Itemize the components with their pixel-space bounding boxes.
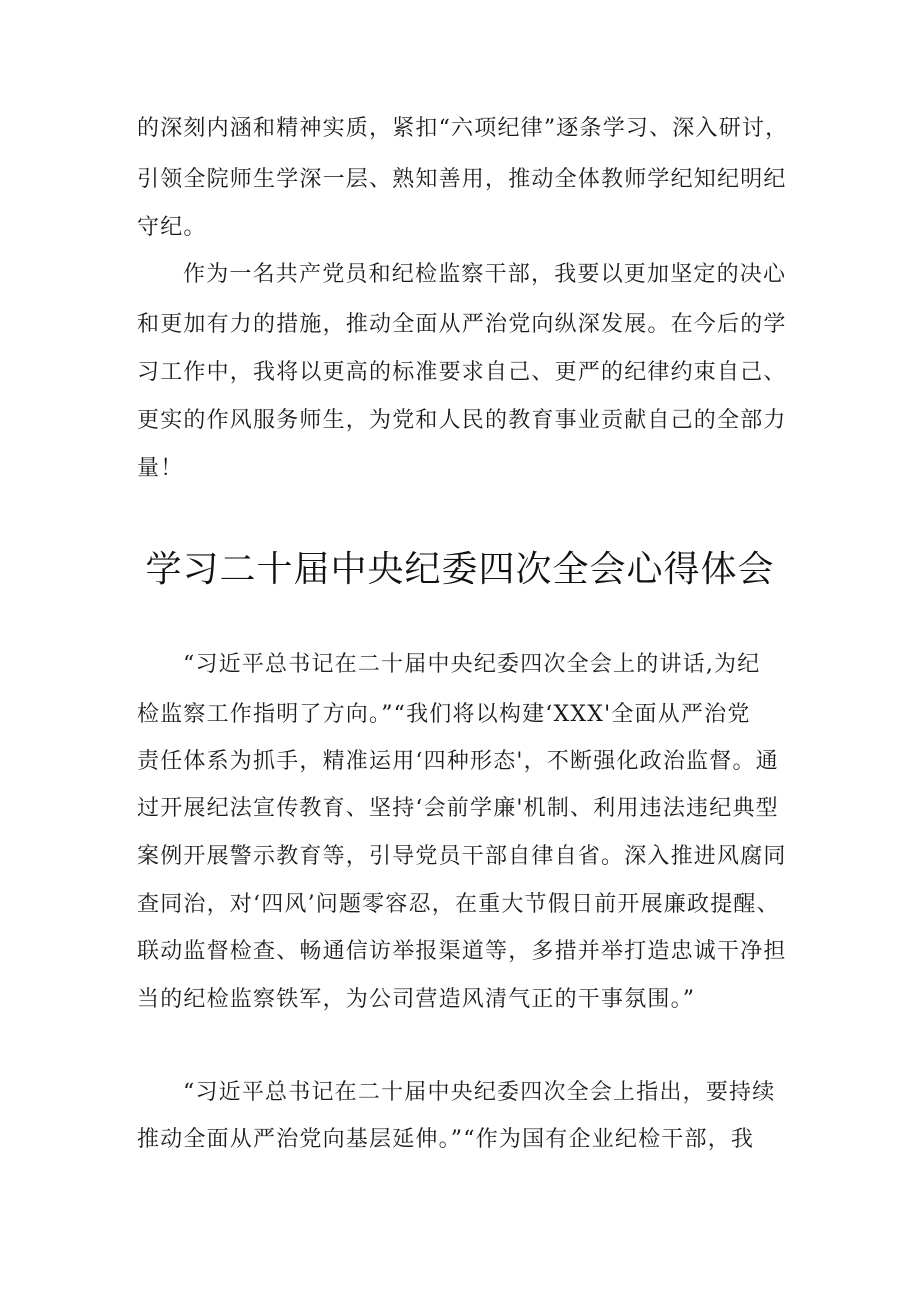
paragraph-line: 当的纪检监察铁军，为公司营造风清气正的干事氛围。” <box>137 987 696 1012</box>
paragraph-line: “习近平总书记在二十届中央纪委四次全会上指出，要持续 <box>183 1080 776 1105</box>
paragraph-line: 检监察工作指明了方向。”“我们将以构建‘XXX'全面从严治党 <box>137 702 751 727</box>
paragraph-line: 和更加有力的措施，推动全面从严治党向纵深发展。在今后的学 <box>137 312 787 337</box>
paragraph-line: 案例开展警示教育等，引导党员干部自律自省。深入推进风腐同 <box>137 844 787 869</box>
document-heading: 学习二十届中央纪委四次全会心得体会 <box>145 549 775 590</box>
paragraph-line: 的深刻内涵和精神实质，紧扣“六项纪律”逐条学习、深入研讨， <box>137 116 789 141</box>
paragraph-line: 量！ <box>137 456 184 481</box>
paragraph-line: 更实的作风服务师生，为党和人民的教育事业贡献自己的全部力 <box>137 408 787 433</box>
paragraph-line: 作为一名共产党员和纪检监察干部，我要以更加坚定的决心 <box>183 262 787 287</box>
paragraph-line: 习工作中，我将以更高的标准要求自己、更严的纪律约束自己、 <box>137 360 787 385</box>
paragraph-line: 联动监督检查、畅通信访举报渠道等，多措并举打造忠诚干净担 <box>137 939 787 964</box>
paragraph-line: 查同治，对‘四风’问题零容忍，在重大节假日前开展廉政提醒、 <box>137 892 780 917</box>
paragraph-line: 推动全面从严治党向基层延伸。”“作为国有企业纪检干部，我 <box>137 1127 755 1152</box>
paragraph-line: 过开展纪法宣传教育、坚持‘会前学廉'机制、利用违法违纪典型 <box>137 796 779 821</box>
paragraph-line: “习近平总书记在二十届中央纪委四次全会上的讲话,为纪 <box>183 652 761 677</box>
paragraph-line: 守纪。 <box>137 215 207 240</box>
paragraph-line: 责任体系为抓手，精准运用‘四种形态'，不断强化政治监督。通 <box>137 749 779 774</box>
paragraph-line: 引领全院师生学深一层、熟知善用，推动全体教师学纪知纪明纪 <box>137 167 787 192</box>
